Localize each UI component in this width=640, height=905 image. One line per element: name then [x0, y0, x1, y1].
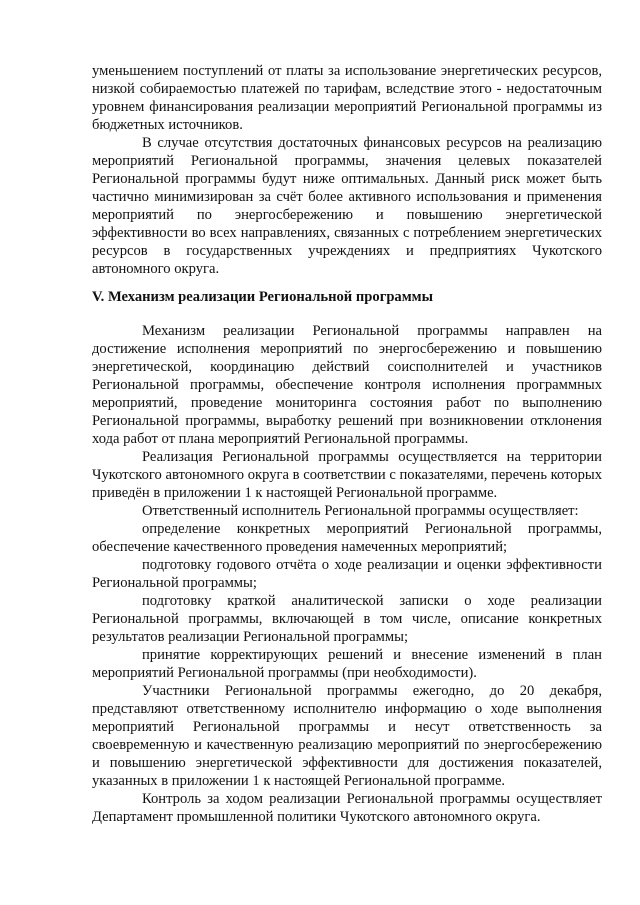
list-item-annual-report: подготовку годового отчёта о ходе реализации и оценки эффективности Региональной программы;	[92, 557, 602, 591]
paragraph-control: Контроль за ходом реализации Региональной программы осуществляет Департамент промышленной политики Чукотского автономного округа.	[92, 791, 602, 825]
section-text-block	[92, 322, 602, 826]
list-item-definition: определение конкретных мероприятий Региональной программы, обеспечение качественного проведения намеченных мероприятий;	[92, 521, 602, 555]
paragraph-financial-risk: В случае отсутствия достаточных финансовых ресурсов на реализацию мероприятий Региональной программы, значения целевых показателей Региональной программы будут ниже оптимальных. Данный риск может быть частично минимизирован за счёт более активного использования и применения мероприятий по энергосбережению и повышению энергетической эффективности во всех направлениях, связанных с потреблением энергетических ресурсов в государственных учреждениях и предприятиях Чукотского автономного округа.	[92, 135, 602, 277]
intro-text-block	[92, 62, 602, 278]
section-heading: V. Механизм реализации Региональной программы	[92, 289, 434, 305]
paragraph-executor-intro: Ответственный исполнитель Региональной программы осуществляет:	[142, 503, 579, 519]
paragraph-mechanism: Механизм реализации Региональной программы направлен на достижение исполнения мероприятий по энергосбережению и повышению энергетической, координацию действий соисполнителей и участников Региональной программы, обеспечение контроля исполнения программных мероприятий, проведение мониторинга состояния работ по выполнению Региональной программы, выработку решений при возникновении отклонения хода работ от плана мероприятий Региональной программы.	[92, 323, 602, 447]
list-item-corrective-decisions: принятие корректирующих решений и внесение изменений в план мероприятий Региональной программы (при необходимости).	[92, 647, 602, 681]
list-item-analytical-note: подготовку краткой аналитической записки о ходе реализации Региональной программы, включающей в том числе, описание конкретных результатов реализации Региональной программы;	[92, 593, 602, 645]
paragraph-implementation: Реализация Региональной программы осуществляется на территории Чукотского автономного округа в соответствии с показателями, перечень которых приведён в приложении 1 к настоящей Региональной программе.	[92, 449, 602, 501]
paragraph-participants: Участники Региональной программы ежегодно, до 20 декабря, представляют ответственному исполнителю информацию о ходе выполнения мероприятий Региональной программы и несут ответственность за своевременную и качественную реализацию мероприятий по энергосбережению и повышению энергетической эффективности для достижения показателей, указанных в приложении 1 к настоящей Региональной программе.	[92, 683, 602, 789]
paragraph-risk-continuation: уменьшением поступлений от платы за использование энергетических ресурсов, низкой собираемостью платежей по тарифам, вследствие этого - недостаточным уровнем финансирования реализации мероприятий Региональной программы из бюджетных источников.	[92, 63, 602, 133]
